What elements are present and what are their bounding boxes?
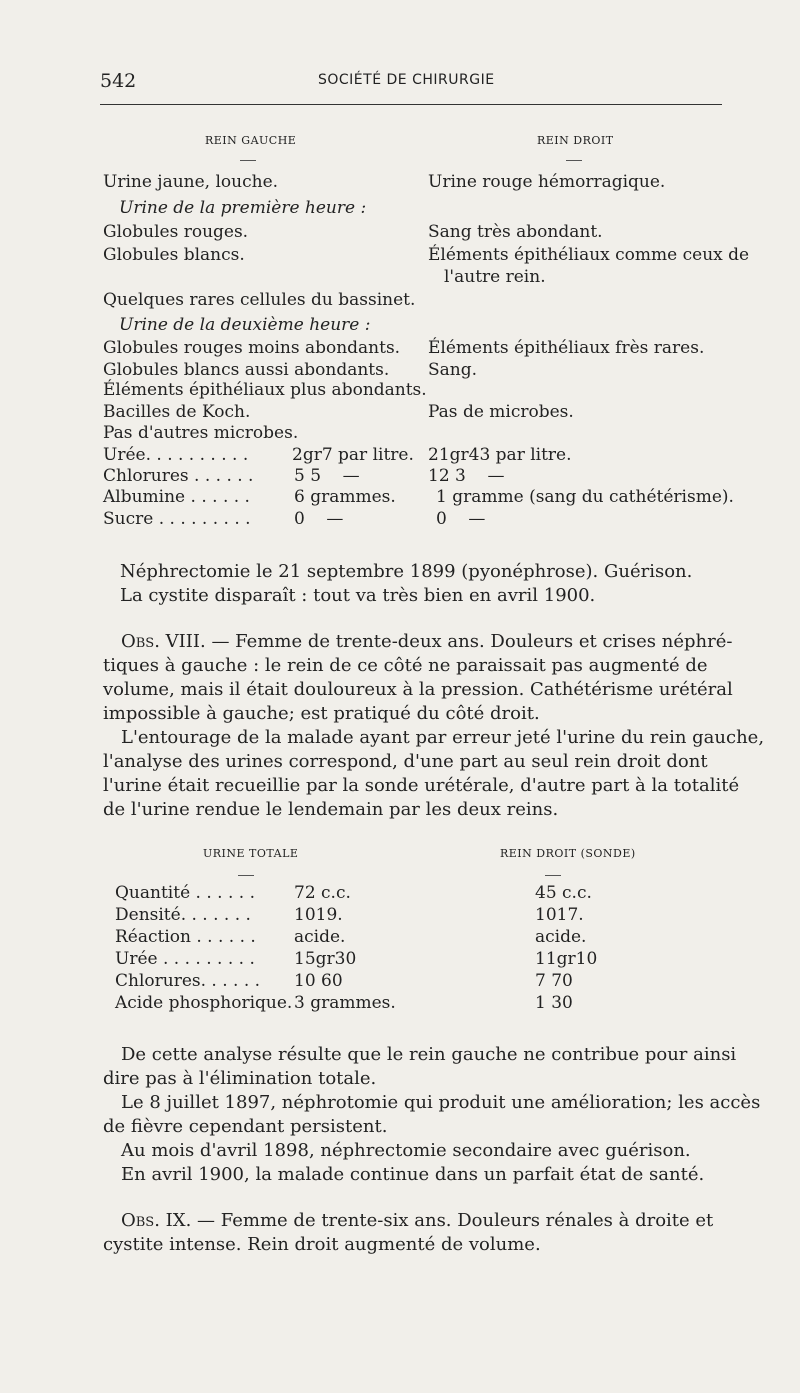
table2-total-value: 3 grammes. [294,993,396,1013]
para2-line-1: De cette analyse résulte que le rein gauche ne contribue pour ainsi [121,1044,737,1065]
table2-label: Urée . . . . . . . . . [115,949,255,969]
left-line-7: Globules rouges moins abondants. [103,338,401,358]
obs8-line-5: L'entourage de la malade ayant par erreur jeté l'urine du rein gauche, [121,727,765,748]
table2-droit-value: 7 70 [535,971,573,991]
albumine-right-value: 1 gramme (sang du cathétérisme). [436,487,734,507]
albumine-label: Albumine . . . . . . [103,487,250,507]
table2-droit-value: 1017. [535,905,584,925]
para1-line-2: La cystite disparaît : tout va très bien en avril 1900. [120,585,596,606]
chlorures-label: Chlorures . . . . . . [103,466,254,486]
obs9-paragraph [103,1209,725,1257]
left-line-8: Globules blancs aussi abondants. [103,360,390,380]
rein-droit-heading: REIN DROIT [537,134,614,147]
left-line-11: Pas d'autres microbes. [103,423,299,443]
conclusion-paragraph [103,1043,761,1187]
left-line-5: Quelques rares cellules du bassinet. [103,290,416,310]
obs8-label: Obs. VIII. [121,631,206,652]
right-line-2: Sang très abondant. [428,222,603,242]
right-line-6: Sang. [428,360,478,380]
albumine-left-value: 6 grammes. [294,487,396,507]
table2-label: Acide phosphorique. [115,993,293,1013]
left-line-4: Globules blancs. [103,245,245,265]
obs9-line-1: — Femme de trente-six ans. Douleurs rénales à droite et [191,1210,714,1231]
para1-line-1: Néphrectomie le 21 septembre 1899 (pyonéphrose). Guérison. [120,561,693,582]
table2-total-value: 1019. [294,905,343,925]
obs8-line-3: volume, mais il était douloureux à la pression. Cathétérisme urétéral [103,679,733,700]
obs8-paragraph [103,630,765,822]
left-line-2: Urine de la première heure : [119,198,367,218]
left-line-10: Bacilles de Koch. [103,402,251,422]
uree-left-value: 2gr7 par litre. [292,445,414,465]
left-line-6: Urine de la deuxième heure : [119,315,371,335]
para2-line-2: dire pas à l'élimination totale. [103,1068,377,1089]
chlorures-left-value: 5 5 — [294,466,360,486]
header-rule [100,104,722,105]
rein-droit-sonde-heading: REIN DROIT (SONDE) [500,847,636,860]
obs8-line-1: — Femme de trente-deux ans. Douleurs et crises néphré- [205,631,733,652]
table2-label: Réaction . . . . . . [115,927,256,947]
table2-total-value: 15gr30 [294,949,357,969]
para2-line-3: Le 8 juillet 1897, néphrotomie qui produit une amélioration; les accès [121,1092,761,1113]
right-line-4: l'autre rein. [444,267,546,287]
page-number: 542 [100,70,137,92]
heading-dash-left [240,160,256,161]
right-line-5: Éléments épithéliaux frès rares. [428,338,705,358]
right-line-1: Urine rouge hémorragique. [428,172,666,192]
table2-label: Chlorures. . . . . . [115,971,261,991]
table2-total-value: acide. [294,927,346,947]
uree-right-value: 21gr43 par litre. [428,445,572,465]
uree-label: Urée. . . . . . . . . . [103,445,249,465]
para2-line-4: de fièvre cependant persistent. [103,1116,388,1137]
obs8-line-2: tiques à gauche : le rein de ce côté ne paraissait pas augmenté de [103,655,708,676]
obs9-label: Obs. IX. [121,1210,192,1231]
obs9-line-2: cystite intense. Rein droit augmenté de volume. [103,1234,541,1255]
sucre-left-value: 0 — [294,509,344,529]
para2-line-6: En avril 1900, la malade continue dans un parfait état de santé. [121,1164,705,1185]
t2-dash-left [238,875,254,876]
sucre-right-value: 0 — [436,509,486,529]
chlorures-right-value: 12 3 — [428,466,505,486]
right-line-7: Pas de microbes. [428,402,574,422]
para2-line-5: Au mois d'avril 1898, néphrectomie secondaire avec guérison. [121,1140,691,1161]
table2-droit-value: 11gr10 [535,949,598,969]
table2-droit-value: 45 c.c. [535,883,592,903]
obs8-line-7: l'urine était recueillie par la sonde urétérale, d'autre part à la totalité [103,775,740,796]
table2-total-value: 10 60 [294,971,343,991]
left-line-1: Urine jaune, louche. [103,172,279,192]
heading-dash-right [566,160,582,161]
rein-gauche-heading: REIN GAUCHE [205,134,297,147]
obs8-line-6: l'analyse des urines correspond, d'une part au seul rein droit dont [103,751,708,772]
sucre-label: Sucre . . . . . . . . . [103,509,251,529]
running-title: SOCIÉTÉ DE CHIRURGIE [318,72,495,88]
table2-total-value: 72 c.c. [294,883,351,903]
t2-dash-right [545,875,561,876]
urine-totale-heading: URINE TOTALE [203,847,299,860]
table2-label: Densité. . . . . . . [115,905,251,925]
left-line-3: Globules rouges. [103,222,249,242]
left-line-9: Éléments épithéliaux plus abondants. [103,380,427,400]
table2-droit-value: 1 30 [535,993,573,1013]
right-line-3: Éléments épithéliaux comme ceux de [428,245,750,265]
table2-label: Quantité . . . . . . [115,883,255,903]
obs8-line-8: de l'urine rendue le lendemain par les deux reins. [103,799,559,820]
obs8-line-4: impossible à gauche; est pratiqué du côté droit. [103,703,540,724]
table2-droit-value: acide. [535,927,587,947]
